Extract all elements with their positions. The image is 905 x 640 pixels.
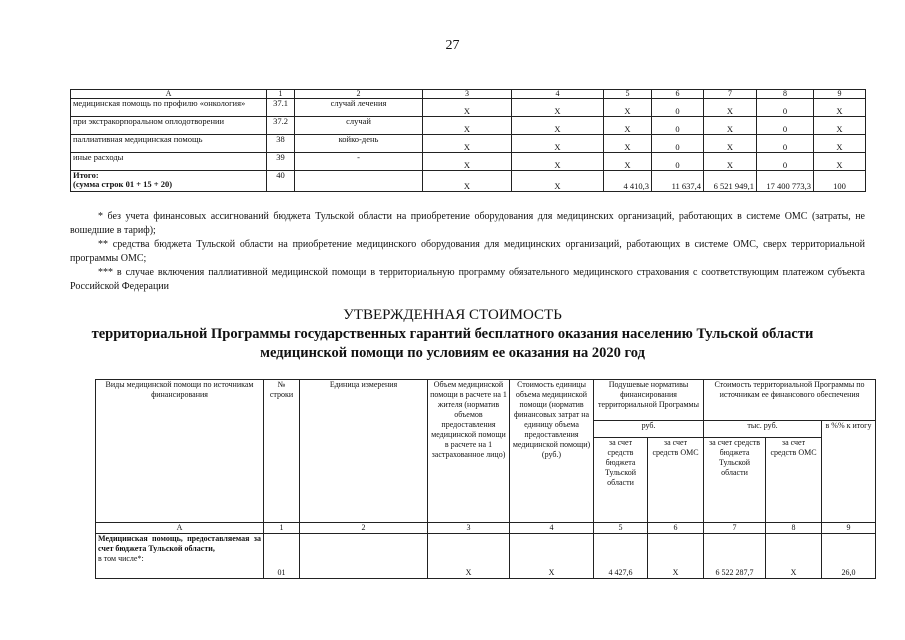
heading-year: медицинской помощи по условиям ее оказания на 2020 год [260,345,645,361]
row-number: 01 [264,534,300,579]
row-unit: случай лечения [295,99,423,117]
total-title: Итого: [73,170,99,180]
header-row-number: № строки [264,380,300,523]
cell: Х [423,171,512,192]
row-unit: случай [295,117,423,135]
col-number: 4 [510,523,594,534]
row-name: медицинская помощь по профилю «онкология» [71,99,267,117]
header-budget: за счет средств бюджета Тульской области [594,438,648,523]
row-number: 39 [267,153,295,171]
cell: 17 400 773,3 [757,171,814,192]
cell: 0 [652,135,704,153]
row-name: иные расходы [71,153,267,171]
col-number: 2 [295,90,423,99]
table-header-row [96,380,876,421]
total-formula: (сумма строк 01 + 15 + 20) [73,179,173,189]
cell: Х [648,534,704,579]
cell: Х [814,153,866,171]
row-name [96,534,264,579]
header-volume: Объем медицинской помощи в расчете на 1 жителя (норматив объемов предоставления медицинской помощи в расчете на 1 застрахованное лицо) [428,380,510,523]
row-name-tail: в том числе*: [98,554,144,563]
header-budget: за счет средств бюджета Тульской области [704,438,766,523]
cell: 0 [652,99,704,117]
cell: 0 [757,135,814,153]
col-number: 1 [264,523,300,534]
table-row [71,135,866,153]
cell: 6 522 287,7 [704,534,766,579]
heading-subtitle: территориальной Программы государственных гарантий бесплатного оказания населению Тульской области [91,326,814,342]
page-number: 27 [445,38,460,53]
cell: Х [604,99,652,117]
col-number: 4 [512,90,604,99]
cell: Х [814,135,866,153]
cell: Х [704,99,757,117]
cell: Х [604,153,652,171]
row-name: при экстракорпоральном оплодотворении [71,117,267,135]
cell: 4 410,3 [604,171,652,192]
cell: 4 427,6 [594,534,648,579]
col-number: 7 [704,90,757,99]
header-oms: за счет средств ОМС [766,438,822,523]
cell: Х [512,135,604,153]
cell: Х [423,117,512,135]
row-number: 38 [267,135,295,153]
cell: 0 [757,153,814,171]
footnote-2: ** средства бюджета Тульской области на приобретение медицинского оборудования для медицинских организаций, работающих в системе ОМС, сверх территориальной программы ОМС; [70,239,865,264]
header-per-capita: Подушевые нормативы финансирования территориальной Программы [594,380,704,421]
cost-table-continued [70,89,866,192]
row-unit: койко-день [295,135,423,153]
col-number: 6 [648,523,704,534]
col-number: A [71,90,267,99]
col-number: 5 [604,90,652,99]
cell: Х [512,117,604,135]
cell: Х [512,171,604,192]
table-total-row [71,171,866,192]
cell: 100 [814,171,866,192]
col-number: 9 [822,523,876,534]
row-number: 37.2 [267,117,295,135]
footnote-1: * без учета финансовых ассигнований бюджета Тульской области на приобретение оборудования для медицинских организаций, работающих в системе ОМС (затраты, не вошедшие в тариф); [70,211,865,236]
heading-title: УТВЕРЖДЕННАЯ СТОИМОСТЬ [343,307,562,323]
col-number: 3 [428,523,510,534]
col-number: 3 [423,90,512,99]
cell: Х [423,135,512,153]
cell: 0 [652,153,704,171]
row-unit [295,171,423,192]
cell: Х [814,99,866,117]
cell: 0 [757,117,814,135]
table-row [71,153,866,171]
header-percent: в %% к итогу [822,421,876,523]
cell: Х [704,117,757,135]
row-unit [300,534,428,579]
total-label [71,171,267,192]
footnote-3: *** в случае включения паллиативной медицинской помощи в территориальную программу обязательного медицинского страхования с соответствующим платежом субъекта Российской Федерации [70,267,865,292]
col-number: 5 [594,523,648,534]
header-oms: за счет средств ОМС [648,438,704,523]
cell: Х [704,153,757,171]
cell: Х [766,534,822,579]
cell: Х [512,99,604,117]
header-kind: Виды медицинской помощи по источникам финансирования [96,380,264,523]
cell: 6 521 949,1 [704,171,757,192]
row-name: паллиативная медицинская помощь [71,135,267,153]
header-program-cost: Стоимость территориальной Программы по источникам ее финансового обеспечения [704,380,876,421]
cell: 0 [652,117,704,135]
footnotes [70,210,865,294]
col-number: 8 [757,90,814,99]
col-number: 1 [267,90,295,99]
cell: 26,0 [822,534,876,579]
row-unit: - [295,153,423,171]
col-number: 8 [766,523,822,534]
table-row [71,117,866,135]
col-number: 9 [814,90,866,99]
header-unit-cost: Стоимость единицы объема медицинской помощи (норматив финансовых затрат на единицу объема предоставления медицинской помощи) (руб.) [510,380,594,523]
row-number: 40 [267,171,295,192]
table-column-numbers [71,90,866,99]
cell: Х [704,135,757,153]
cell: Х [512,153,604,171]
header-unit: Единица измерения [300,380,428,523]
cell: 11 637,4 [652,171,704,192]
table-row [96,534,876,579]
cell: Х [423,153,512,171]
table-row [71,99,866,117]
col-number: А [96,523,264,534]
cell: 0 [757,99,814,117]
col-number: 2 [300,523,428,534]
cell: Х [604,117,652,135]
cell: Х [428,534,510,579]
cell: Х [510,534,594,579]
approved-cost-table [95,379,876,579]
cell: Х [814,117,866,135]
table-column-numbers [96,523,876,534]
header-unit-thousand-rub: тыс. руб. [704,421,822,438]
cell: Х [604,135,652,153]
cell: Х [423,99,512,117]
header-unit-rub: руб. [594,421,704,438]
row-name-main: Медицинская помощь, предоставляемая за счет бюджета Тульской области, [98,534,261,553]
row-number: 37.1 [267,99,295,117]
col-number: 6 [652,90,704,99]
col-number: 7 [704,523,766,534]
